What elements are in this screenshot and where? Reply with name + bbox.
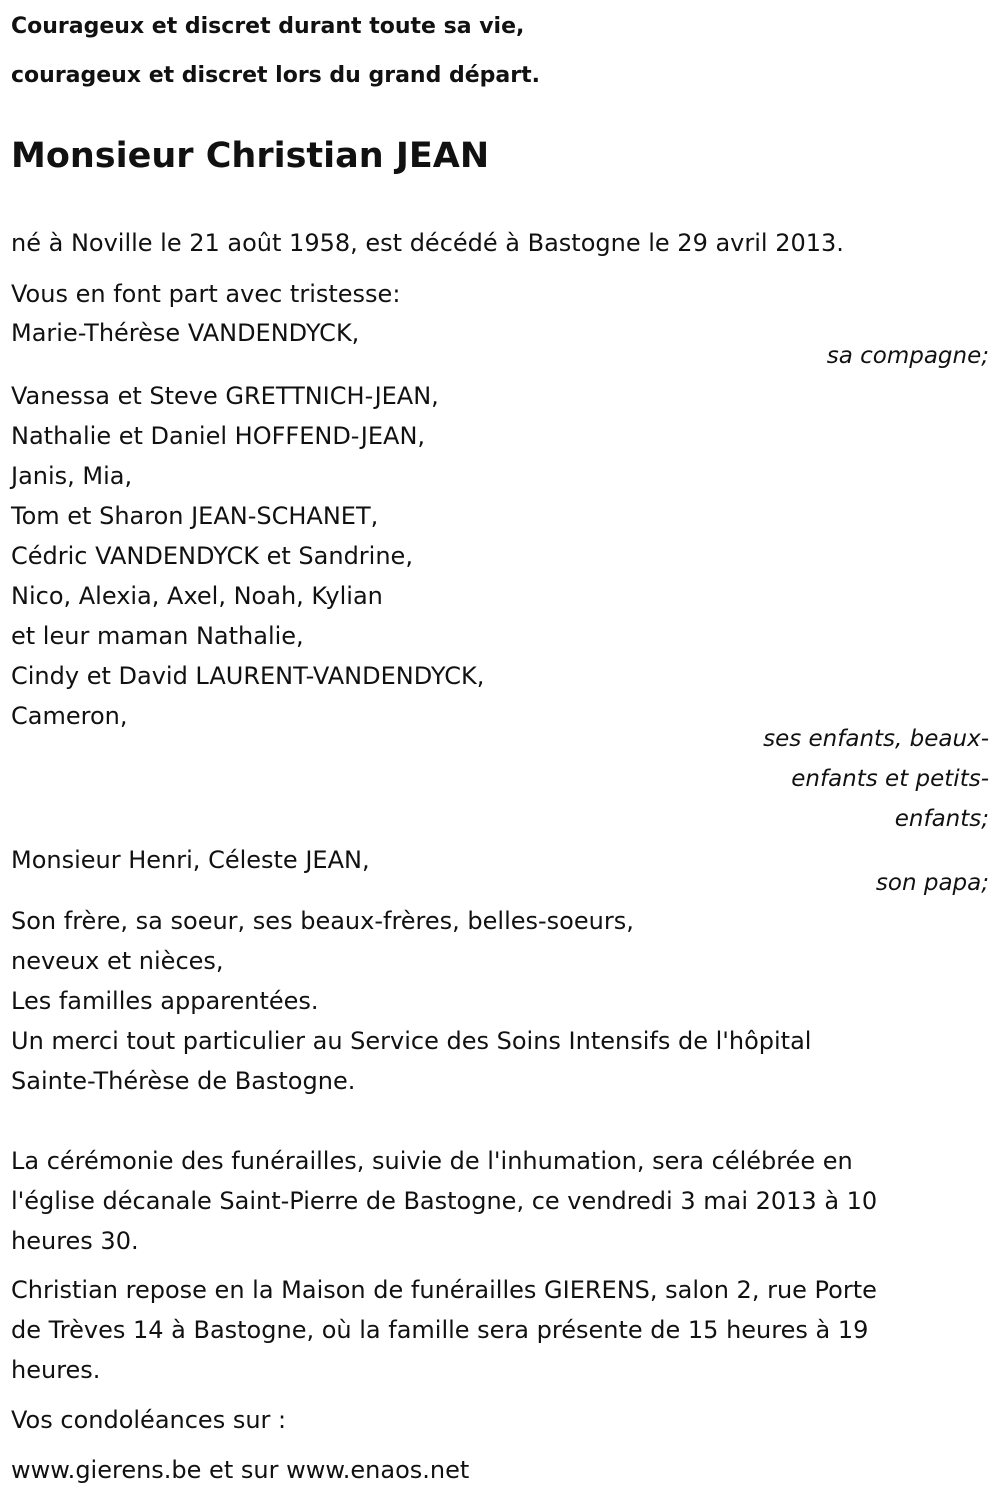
others-line: Les familles apparentées. — [11, 987, 319, 1015]
child-line: Janis, Mia, — [11, 462, 133, 490]
child-line: Vanessa et Steve GRETTNICH-JEAN, — [11, 382, 439, 410]
child-line: et leur maman Nathalie, — [11, 622, 304, 650]
children-relation-line: ses enfants, beaux- — [763, 726, 989, 752]
deceased-name: Monsieur Christian JEAN — [11, 136, 490, 176]
ceremony-line: l'église décanale Saint-Pierre de Bastogne, ce vendredi 3 mai 2013 à 10 — [11, 1187, 878, 1215]
condolences-label: Vos condoléances sur : — [11, 1406, 287, 1434]
condolences-links: www.gierens.be et sur www.enaos.net — [11, 1456, 470, 1484]
children-relation-line: enfants; — [894, 806, 989, 832]
child-line: Cédric VANDENDYCK et Sandrine, — [11, 542, 413, 570]
ceremony-line: heures 30. — [11, 1227, 139, 1255]
others-line: Sainte-Thérèse de Bastogne. — [11, 1067, 356, 1095]
father-relation: son papa; — [875, 870, 989, 896]
motto-line-2: courageux et discret lors du grand départ. — [11, 63, 540, 88]
partner-relation: sa compagne; — [826, 343, 989, 369]
rest-line: heures. — [11, 1356, 101, 1384]
others-line: neveux et nièces, — [11, 947, 224, 975]
children-relation-line: enfants et petits- — [791, 766, 989, 792]
child-line: Cindy et David LAURENT-VANDENDYCK, — [11, 662, 485, 690]
father-name: Monsieur Henri, Céleste JEAN, — [11, 846, 370, 874]
intro-line: Vous en font part avec tristesse: — [11, 280, 401, 308]
child-line: Tom et Sharon JEAN-SCHANET, — [11, 502, 379, 530]
motto-line-1: Courageux et discret durant toute sa vie, — [11, 14, 525, 39]
partner-name: Marie-Thérèse VANDENDYCK, — [11, 319, 360, 347]
others-line: Son frère, sa soeur, ses beaux-frères, belles-soeurs, — [11, 907, 634, 935]
child-line: Nathalie et Daniel HOFFEND-JEAN, — [11, 422, 426, 450]
child-line: Cameron, — [11, 702, 128, 730]
birth-death-line: né à Noville le 21 août 1958, est décédé à Bastogne le 29 avril 2013. — [11, 229, 844, 257]
rest-line: Christian repose en la Maison de funérailles GIERENS, salon 2, rue Porte — [11, 1276, 877, 1304]
child-line: Nico, Alexia, Axel, Noah, Kylian — [11, 582, 383, 610]
rest-line: de Trèves 14 à Bastogne, où la famille sera présente de 15 heures à 19 — [11, 1316, 869, 1344]
others-line: Un merci tout particulier au Service des Soins Intensifs de l'hôpital — [11, 1027, 812, 1055]
ceremony-line: La cérémonie des funérailles, suivie de l'inhumation, sera célébrée en — [11, 1147, 853, 1175]
